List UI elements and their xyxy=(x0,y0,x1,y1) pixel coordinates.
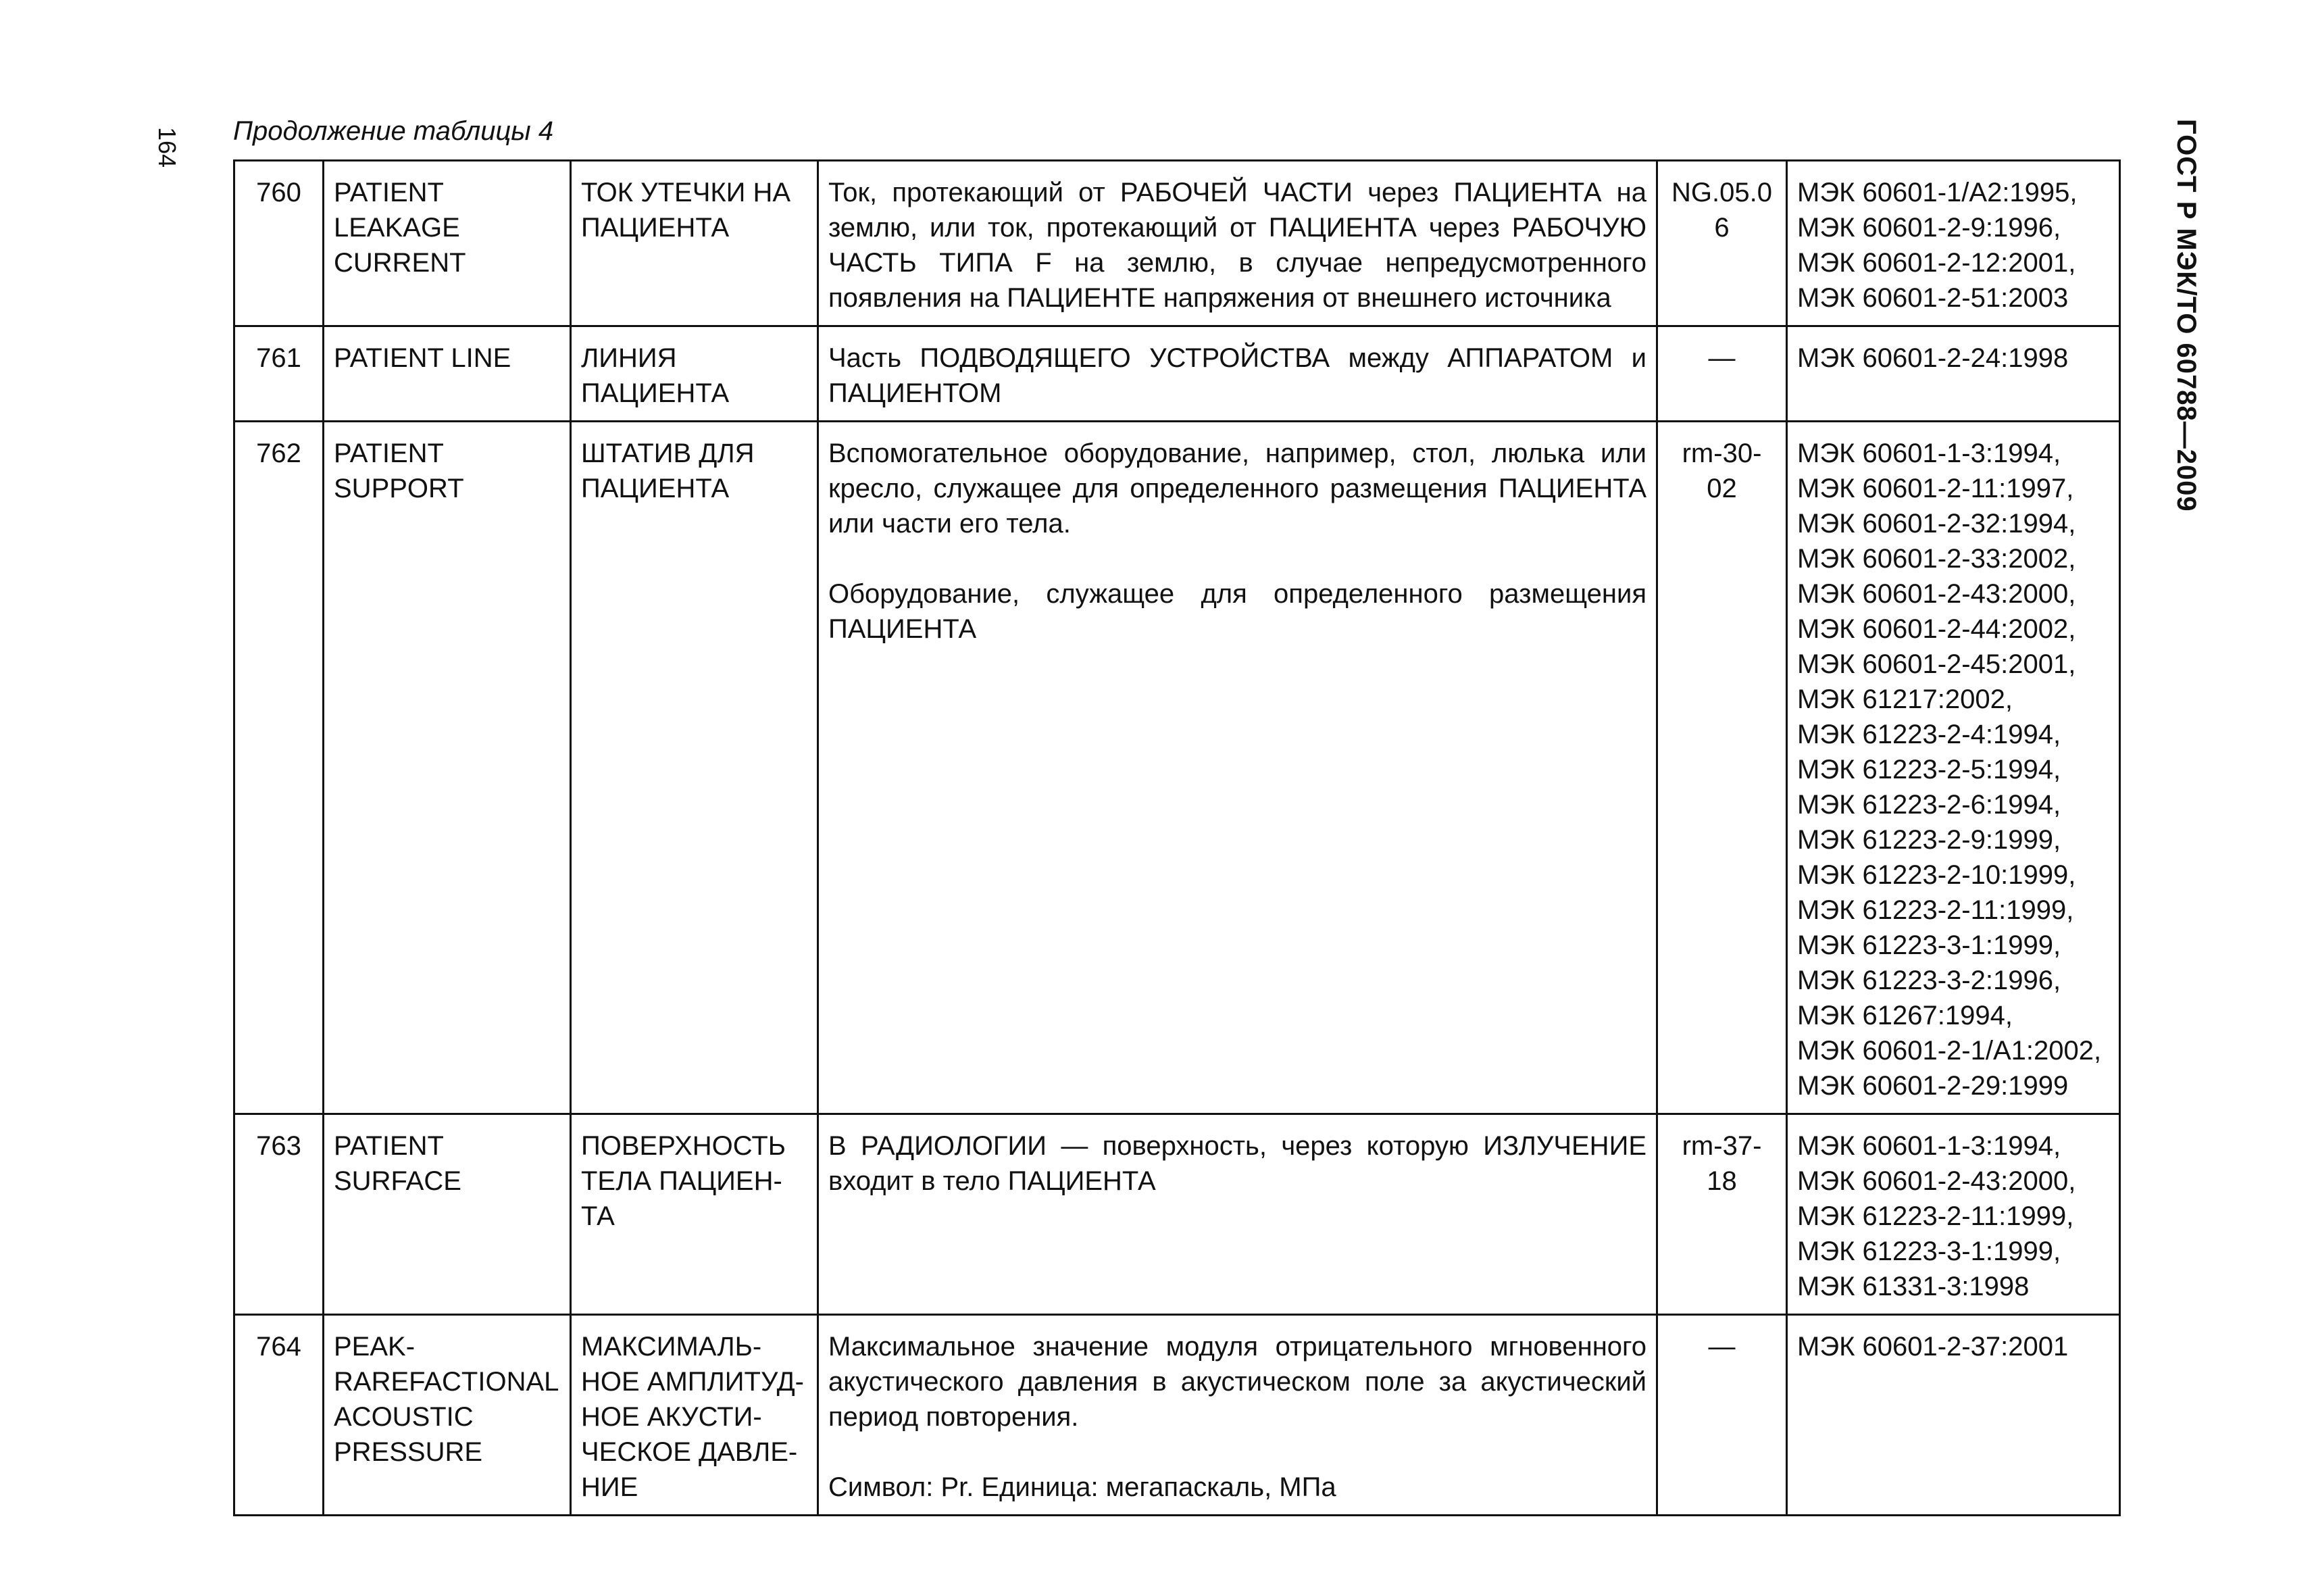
term-number: 762 xyxy=(256,439,301,468)
english-term-line: PEAK- xyxy=(334,1332,416,1362)
definition-cell xyxy=(818,161,1657,326)
term-number-cell xyxy=(234,326,324,422)
term-number: 763 xyxy=(256,1131,301,1161)
english-term-line: ACOUSTIC xyxy=(334,1402,474,1432)
source-standard: МЭК 60601-2-9:1996, xyxy=(1797,213,2061,243)
source-standard: МЭК 60601-2-24:1998 xyxy=(1797,343,2069,373)
source-standards-cell xyxy=(1787,422,2120,1114)
source-standard: МЭК 61331-3:1998 xyxy=(1797,1272,2030,1301)
english-term-line: PATIENT LINE xyxy=(334,343,511,373)
definition-paragraph: В РАДИОЛОГИИ — поверхность, через которую ИЗЛУЧЕНИЕ входит в тело ПАЦИЕНТА xyxy=(828,1131,1646,1196)
russian-term-line: ПАЦИЕНТА xyxy=(581,213,730,243)
source-standard: МЭК 60601-2-11:1997, xyxy=(1797,474,2074,503)
table-row xyxy=(234,1114,2120,1315)
english-term-line: PATIENT xyxy=(334,1131,444,1161)
source-standard: МЭК 61223-2-11:1999, xyxy=(1797,895,2074,925)
term-number: 761 xyxy=(256,343,301,373)
russian-term-line: ЛИНИЯ xyxy=(581,343,677,373)
term-number: 760 xyxy=(256,178,301,207)
reference-code: rm-37-18 xyxy=(1682,1131,1762,1196)
term-number-cell xyxy=(234,422,324,1114)
reference-code-cell xyxy=(1657,161,1787,326)
source-standard: МЭК 60601-2-43:2000, xyxy=(1797,579,2076,609)
definition-paragraph: Часть ПОДВОДЯЩЕГО УСТРОЙСТВА между АППАРАТОМ и ПАЦИЕНТОМ xyxy=(828,343,1646,408)
russian-term-cell xyxy=(571,326,818,422)
source-standard: МЭК 61223-2-6:1994, xyxy=(1797,790,2061,820)
table-row xyxy=(234,422,2120,1114)
source-standard: МЭК 60601-2-32:1994, xyxy=(1797,509,2076,539)
source-standard: МЭК 61223-3-2:1996, xyxy=(1797,966,2061,995)
source-standards-cell xyxy=(1787,1114,2120,1315)
definition-paragraph: Вспомогательное оборудование, например, стол, люлька или кресло, служащее для определенного размещения ПАЦИЕНТА или части его тела. xyxy=(828,439,1646,539)
russian-term-line: НОЕ АМПЛИТУД- xyxy=(581,1367,804,1397)
terms-table xyxy=(233,159,2121,1516)
source-standard: МЭК 61223-2-10:1999, xyxy=(1797,860,2076,890)
definition-cell xyxy=(818,1315,1657,1516)
table-row xyxy=(234,161,2120,326)
reference-code: rm-30-02 xyxy=(1682,439,1762,503)
source-standard: МЭК 60601-2-44:2002, xyxy=(1797,614,2076,644)
english-term-cell xyxy=(324,1114,571,1315)
source-standard: МЭК 60601-1-3:1994, xyxy=(1797,439,2061,468)
english-term-line: PATIENT xyxy=(334,439,444,468)
english-term-line: SUPPORT xyxy=(334,474,464,503)
source-standard: МЭК 61223-3-1:1999, xyxy=(1797,1237,2061,1266)
term-number-cell xyxy=(234,161,324,326)
source-standard: МЭК 61223-2-9:1999, xyxy=(1797,825,2061,855)
russian-term-line: НИЕ xyxy=(581,1472,638,1502)
russian-term-line: ШТАТИВ ДЛЯ xyxy=(581,439,755,468)
russian-term-line: ПОВЕРХНОСТЬ xyxy=(581,1131,786,1161)
table-row xyxy=(234,326,2120,422)
russian-term-line: ТА xyxy=(581,1201,615,1231)
definition-paragraph: Ток, протекающий от РАБОЧЕЙ ЧАСТИ через ПАЦИЕНТА на землю, или ток, протекающий от ПАЦИЕНТА через РАБОЧУЮ ЧАСТЬ ТИПА F на землю, в случае непредусмотренного появления на ПАЦИЕНТЕ напряжения от внешнего источника xyxy=(828,178,1646,313)
english-term-cell xyxy=(324,326,571,422)
russian-term-line: НОЕ АКУСТИ- xyxy=(581,1402,762,1432)
reference-code-cell xyxy=(1657,422,1787,1114)
definition-cell xyxy=(818,422,1657,1114)
source-standards-cell xyxy=(1787,161,2120,326)
source-standard: МЭК 60601-1/А2:1995, xyxy=(1797,178,2078,207)
source-standard: МЭК 61223-3-1:1999, xyxy=(1797,930,2061,960)
reference-code: — xyxy=(1708,1332,1736,1362)
source-standard: МЭК 61223-2-4:1994, xyxy=(1797,720,2061,749)
source-standards-cell xyxy=(1787,1315,2120,1516)
english-term-line: SURFACE xyxy=(334,1166,461,1196)
definition-cell xyxy=(818,1114,1657,1315)
source-standard: МЭК 60601-2-1/А1:2002, xyxy=(1797,1036,2102,1066)
reference-code: NG.05.06 xyxy=(1671,178,1772,243)
russian-term-cell xyxy=(571,422,818,1114)
standard-title: ГОСТ Р МЭК/ТО 60788—2009 xyxy=(2171,119,2201,512)
definition-paragraph: Оборудование, служащее для определенного размещения ПАЦИЕНТА xyxy=(828,579,1646,644)
terms-table-body xyxy=(234,161,2120,1516)
term-number-cell xyxy=(234,1114,324,1315)
reference-code-cell xyxy=(1657,326,1787,422)
russian-term-line: ЧЕСКОЕ ДАВЛЕ- xyxy=(581,1437,798,1467)
english-term-line: PRESSURE xyxy=(334,1437,483,1467)
russian-term-line: ПАЦИЕНТА xyxy=(581,474,730,503)
source-standard: МЭК 60601-2-12:2001, xyxy=(1797,248,2076,278)
reference-code-cell xyxy=(1657,1315,1787,1516)
definition-paragraph: Символ: Pr. Единица: мегапаскаль, МПа xyxy=(828,1472,1336,1502)
russian-term-line: ТОК УТЕЧКИ НА xyxy=(581,178,791,207)
russian-term-cell xyxy=(571,1114,818,1315)
definition-cell xyxy=(818,326,1657,422)
source-standard: МЭК 61217:2002, xyxy=(1797,684,2013,714)
definition-paragraph: Максимальное значение модуля отрицательного мгновенного акустического давления в акустическом поле за акустический период повторения. xyxy=(828,1332,1646,1432)
table-row xyxy=(234,1315,2120,1516)
reference-code-cell xyxy=(1657,1114,1787,1315)
reference-code: — xyxy=(1708,343,1736,373)
russian-term-line: ПАЦИЕНТА xyxy=(581,378,730,408)
english-term-line: LEAKAGE xyxy=(334,213,460,243)
term-number: 764 xyxy=(256,1332,301,1362)
english-term-cell xyxy=(324,422,571,1114)
table-caption: Продолжение таблицы 4 xyxy=(233,116,554,146)
source-standards-cell xyxy=(1787,326,2120,422)
source-standard: МЭК 61267:1994, xyxy=(1797,1001,2013,1030)
source-standard: МЭК 60601-2-33:2002, xyxy=(1797,544,2076,574)
source-standard: МЭК 60601-2-43:2000, xyxy=(1797,1166,2076,1196)
page-number: 164 xyxy=(153,127,181,168)
term-number-cell xyxy=(234,1315,324,1516)
english-term-line: CURRENT xyxy=(334,248,466,278)
english-term-cell xyxy=(324,1315,571,1516)
russian-term-line: ТЕЛА ПАЦИЕН- xyxy=(581,1166,782,1196)
russian-term-cell xyxy=(571,1315,818,1516)
russian-term-cell xyxy=(571,161,818,326)
source-standard: МЭК 61223-2-5:1994, xyxy=(1797,755,2061,784)
english-term-line: PATIENT xyxy=(334,178,444,207)
source-standard: МЭК 60601-2-37:2001 xyxy=(1797,1332,2069,1362)
russian-term-line: МАКСИМАЛЬ- xyxy=(581,1332,762,1362)
source-standard: МЭК 60601-2-51:2003 xyxy=(1797,283,2069,313)
source-standard: МЭК 60601-2-29:1999 xyxy=(1797,1071,2069,1101)
source-standard: МЭК 60601-1-3:1994, xyxy=(1797,1131,2061,1161)
english-term-cell xyxy=(324,161,571,326)
english-term-line: RAREFACTIONAL xyxy=(334,1367,559,1397)
source-standard: МЭК 60601-2-45:2001, xyxy=(1797,649,2076,679)
source-standard: МЭК 61223-2-11:1999, xyxy=(1797,1201,2074,1231)
